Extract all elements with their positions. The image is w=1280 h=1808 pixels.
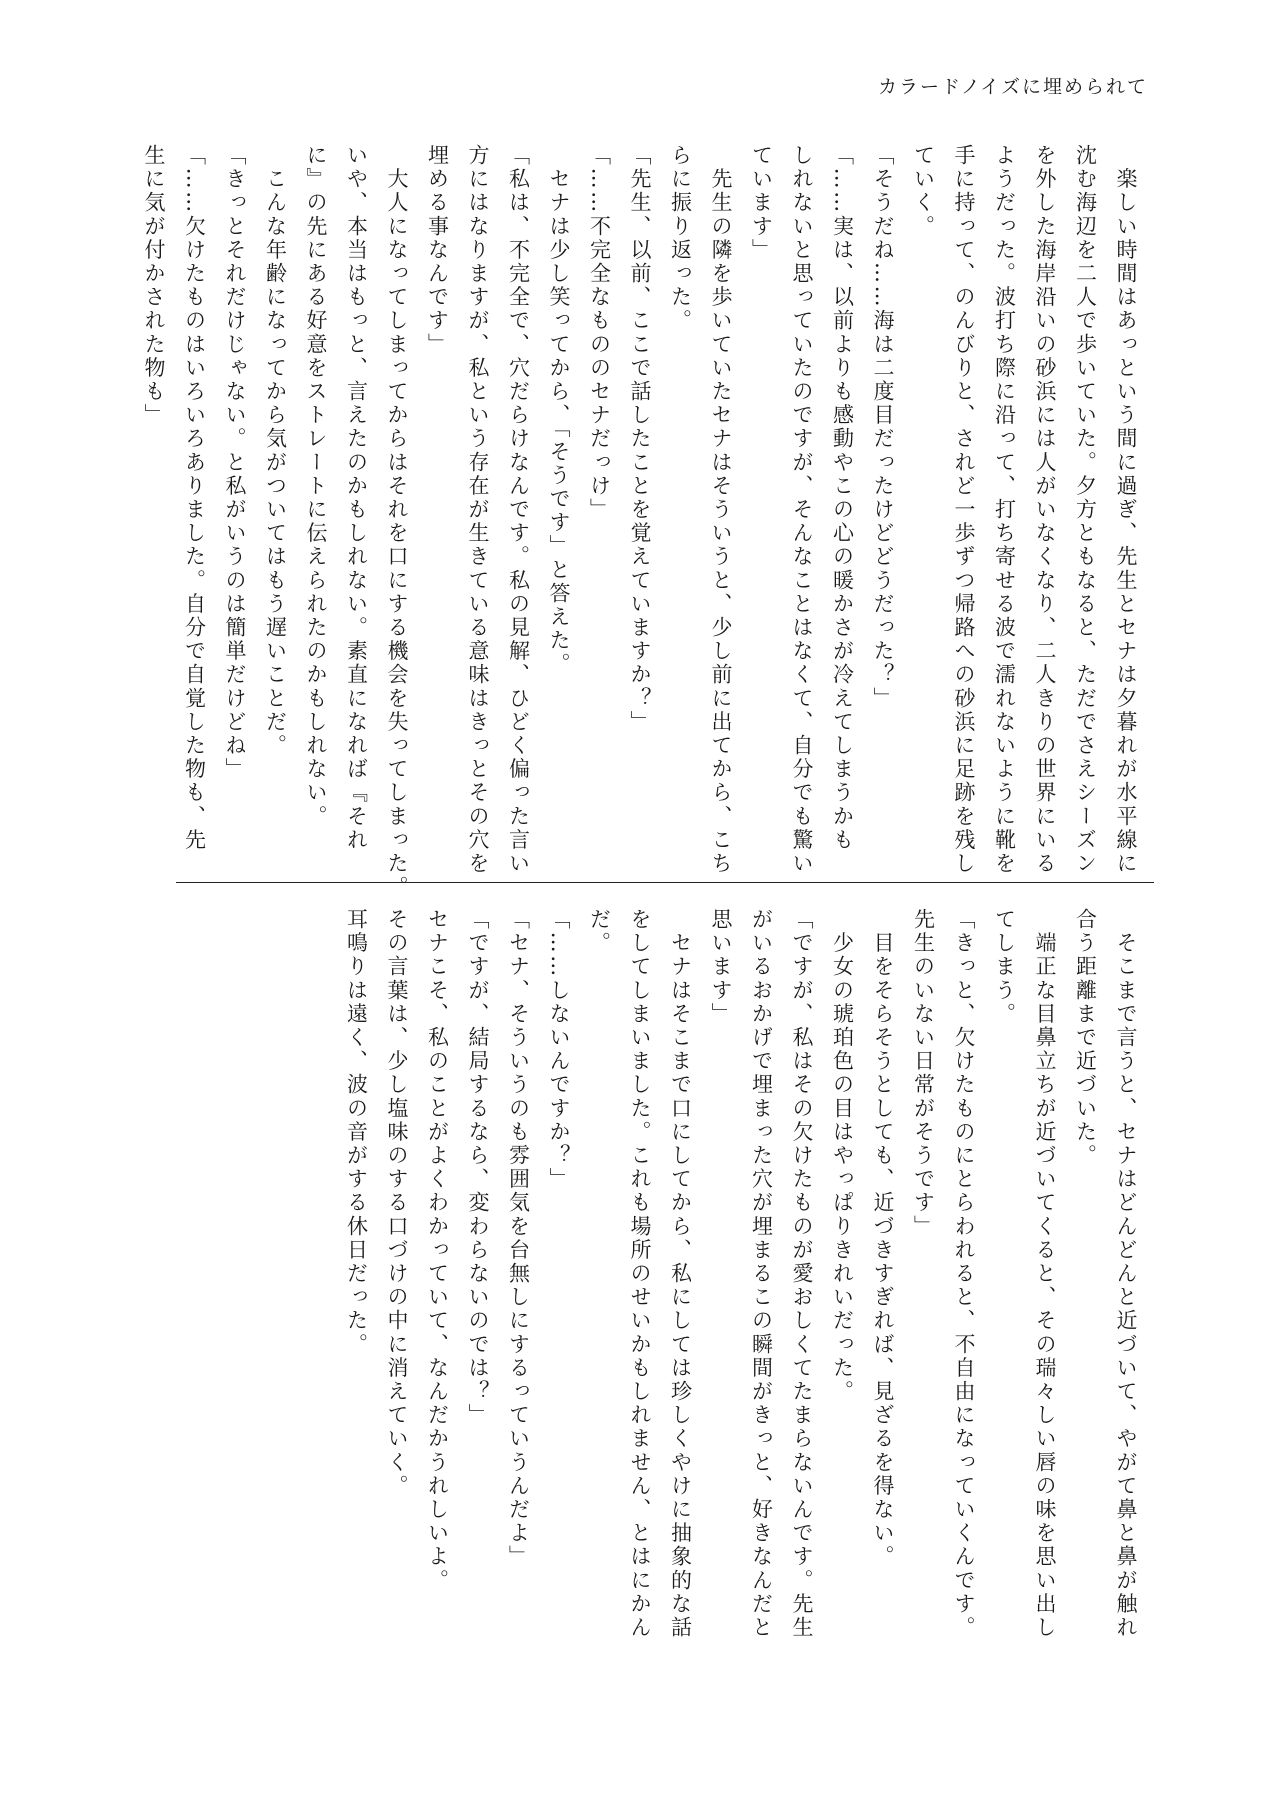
text-line: 思います」 [709,908,733,1026]
text-line: 「……実は、以前よりも感動やこの心の暖かさが冷えてしまうかも [830,144,855,852]
text-line: 先生の隣を歩いていたセナはそういうと、少し前に出てから、こち [709,144,733,876]
text-line: だ。 [587,908,612,956]
text-line: しれないと思っていたのですが、そんなことはなくて、自分でも驚い [790,144,814,876]
text-line: ようだった。波打ち際に沿って、打ち寄せる波で濡れないように靴を [992,144,1017,876]
text-line: 生に気が付かされた物も」 [142,144,166,428]
text-line: ていく。 [911,144,936,239]
text-line: 「……不完全なもののセナだっけ」 [587,144,612,522]
text-line: 「きっとそれだけじゃない。と私がいうのは簡単だけどね」 [223,144,247,782]
text-line: いや、本当はもっと、言えたのかもしれない。素直になれば『それ [344,144,369,852]
text-block-top [134,144,1147,900]
text-line: 「私は、不完全で、穴だらけなんです。私の見解、ひどく偏った言い [506,144,531,876]
text-line: てしまう。 [992,908,1017,1026]
text-line: 方にはなりますが、私という存在が生きている意味はきっとその穴を [466,144,490,876]
text-line: そこまで言うと、セナはどんどんと近づいて、やがて鼻と鼻が触れ [1114,908,1138,1640]
running-title: カラードノイズに埋められて [878,76,1148,98]
text-line: 「ですが、私はその欠けたものが愛おしくてたまらないんです。先生 [790,908,814,1640]
text-line: その言葉は、少し塩味のする口づけの中に消えていく。 [385,908,409,1498]
text-line: 楽しい時間はあっという間に過ぎ、先生とセナは夕暮れが水平線に [1114,144,1138,876]
text-line: 目をそらそうとしても、近づきすぎれば、見ざるを得ない。 [871,908,895,1569]
text-line: に』の先にある好意をストレートに伝えられたのかもしれない。 [304,144,328,829]
text-line: がいるおかげで埋まった穴が埋まるこの瞬間がきっと、好きなんだと [749,908,774,1640]
text-line: 大人になってしまってからはそれを口にする機会を失ってしまった。 [385,144,409,900]
text-line: 少女の琥珀色の目はやっぱりきれいだった。 [830,908,855,1404]
text-line: 端正な目鼻立ちが近づいてくると、その瑞々しい唇の味を思い出し [1033,908,1057,1640]
text-line: 「……しないんですか？」 [547,908,571,1192]
text-line: セナはそこまで口にしてから、私にしては珍しくやけに抽象的な話 [668,908,693,1640]
text-line: らに振り返った。 [668,144,693,333]
text-line: 「セナ、そういうのも雰囲気を台無しにするっていうんだよ」 [506,908,531,1569]
text-line: 「きっと、欠けたものにとらわれると、不自由になっていくんです。 [952,908,976,1640]
text-line: 「ですが、結局するなら、変わらないのでは？」 [466,908,490,1428]
text-line: 「そうだね……海は二度目だったけどどうだった？」 [871,144,895,711]
text-line: をしてしまいました。これも場所のせいかもしれません、とはにかん [628,908,652,1640]
text-line: 「……欠けたものはいろいろありました。自分で自覚した物も、先 [182,144,207,852]
text-block-bottom [336,908,1146,1640]
section-divider [176,882,1154,883]
text-line: こんな年齢になってから気がついてはもう遅いことだ。 [263,144,288,758]
text-line: セナは少し笑ってから、「そうです」と答えた。 [547,144,571,677]
text-line: を外した海岸沿いの砂浜には人がいなくなり、二人きりの世界にいる [1033,144,1057,876]
text-line: 「先生、以前、ここで話したことを覚えていますか？」 [628,144,652,734]
text-line: 耳鳴りは遠く、波の音がする休日だった。 [344,908,369,1357]
text-line: セナこそ、私のことがよくわかっていて、なんだかうれしいよ。 [425,908,450,1593]
text-line: 先生のいない日常がそうです」 [911,908,936,1239]
text-line: 合う距離まで近づいた。 [1073,908,1098,1168]
text-line: 手に持って、のんびりと、されど一歩ずつ帰路への砂浜に足跡を残し [952,144,976,876]
text-line: 埋める事なんです」 [425,144,450,357]
text-line: ています」 [749,144,774,262]
text-line: 沈む海辺を二人で歩いていた。夕方ともなると、ただでさえシーズン [1073,144,1098,876]
